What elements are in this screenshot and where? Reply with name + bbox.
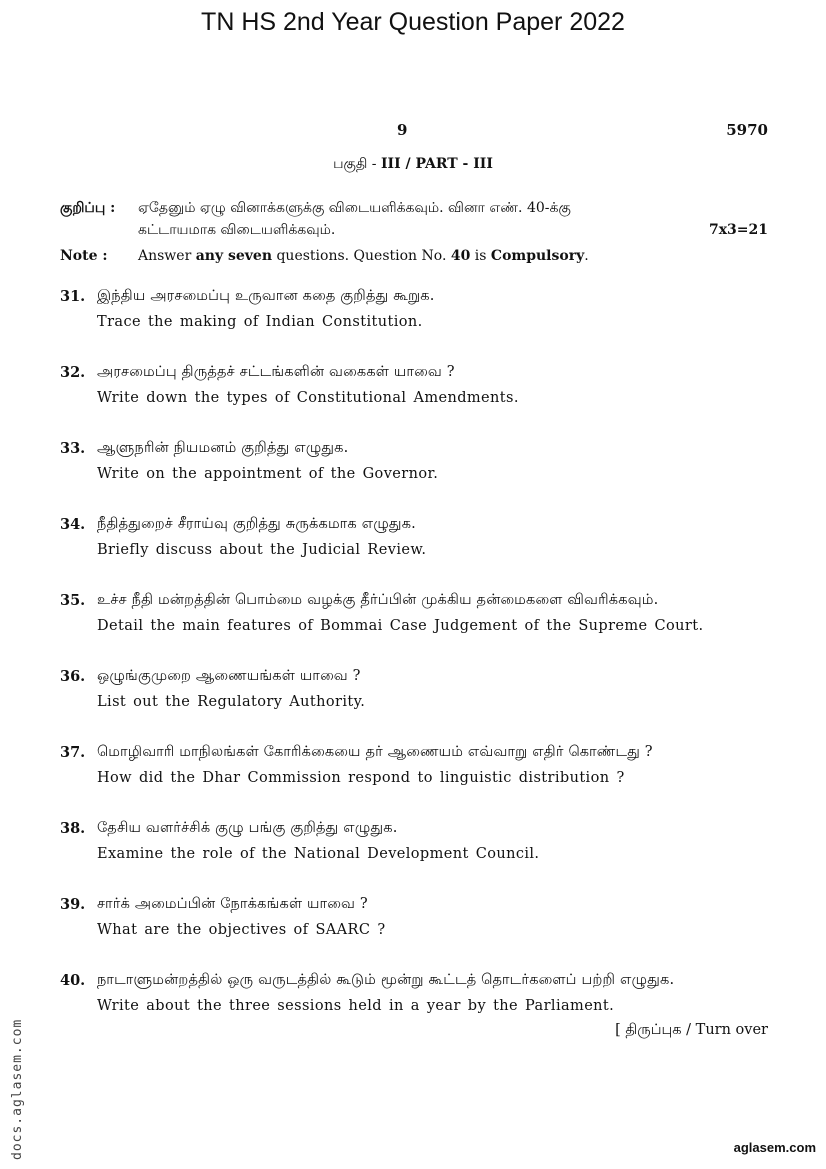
page-number: 9 <box>397 121 408 139</box>
note-tamil-line1: ஏதேனும் ஏழு வினாக்களுக்கு விடையளிக்கவும். வினா எண். 40-க்கு <box>138 200 571 216</box>
question-number: 33. <box>60 440 86 457</box>
question-tamil: மொழிவாரி மாநிலங்கள் கோரிக்கையை தர் ஆணையம் எவ்வாறு எதிர் கொண்டது ? <box>97 744 653 760</box>
part-heading-tamil: பகுதி - <box>333 156 377 172</box>
question-tamil: தேசிய வளர்ச்சிக் குழு பங்கு குறித்து எழுதுக. <box>97 820 398 836</box>
question-english: How did the Dhar Commission respond to linguistic distribution ? <box>97 770 625 786</box>
note-english-label: Note : <box>60 248 108 264</box>
question-english: Write on the appointment of the Governor. <box>97 466 439 482</box>
question-number: 31. <box>60 288 86 305</box>
note-emphasis: Compulsory <box>490 248 585 264</box>
question-english: Trace the making of Indian Constitution. <box>97 314 423 330</box>
page-title: TN HS 2nd Year Question Paper 2022 <box>201 8 625 36</box>
question-tamil: அரசமைப்பு திருத்தச் சட்டங்களின் வகைகள் யாவை ? <box>97 364 455 380</box>
question-english: Write about the three sessions held in a year by the Parliament. <box>97 998 615 1014</box>
site-link[interactable]: aglasem.com <box>733 1140 816 1155</box>
note-text: Answer <box>138 248 192 264</box>
note-english <box>60 248 770 264</box>
note-emphasis: any seven <box>195 248 273 264</box>
question-number: 32. <box>60 364 86 381</box>
paper-code: 5970 <box>726 121 768 139</box>
question-tamil: சார்க் அமைப்பின் நோக்கங்கள் யாவை ? <box>97 896 368 912</box>
question-tamil: ஒழுங்குமுறை ஆணையங்கள் யாவை ? <box>97 668 361 684</box>
question-tamil: நீதித்துறைச் சீராய்வு குறித்து சுருக்கமாக எழுதுக. <box>97 516 416 532</box>
question-english: What are the objectives of SAARC ? <box>97 922 386 938</box>
question-number: 40. <box>60 972 86 989</box>
note-text: is <box>474 248 487 264</box>
question-english: Briefly discuss about the Judicial Review. <box>97 542 427 558</box>
note-tamil <box>60 200 770 218</box>
question-english: Detail the main features of Bommai Case Judgement of the Supreme Court. <box>97 618 704 634</box>
note-text: . <box>584 248 589 264</box>
question-english: Examine the role of the National Development Council. <box>97 846 540 862</box>
note-text: questions. Question No. <box>276 248 447 264</box>
question-number: 39. <box>60 896 86 913</box>
question-number: 34. <box>60 516 86 533</box>
note-tamil-line2: கட்டாயமாக விடையளிக்கவும். <box>138 222 336 238</box>
question-tamil: உச்ச நீதி மன்றத்தின் பொம்மை வழக்கு தீர்ப்பின் முக்கிய தன்மைகளை விவரிக்கவும். <box>97 592 659 608</box>
question-number: 35. <box>60 592 86 609</box>
question-english: List out the Regulatory Authority. <box>97 694 366 710</box>
note-tamil-second <box>138 222 698 240</box>
part-heading <box>0 156 826 174</box>
question-english: Write down the types of Constitutional Amendments. <box>97 390 519 406</box>
question-number: 36. <box>60 668 86 685</box>
question-tamil: ஆளுநரின் நியமனம் குறித்து எழுதுக. <box>97 440 349 456</box>
question-number: 37. <box>60 744 86 761</box>
watermark: docs.aglasem.com <box>10 1018 25 1160</box>
part-heading-english: III / PART - III <box>381 156 493 172</box>
note-emphasis: 40 <box>450 248 471 264</box>
question-tamil: நாடாளுமன்றத்தில் ஒரு வருடத்தில் கூடும் மூன்று கூட்டத் தொடர்களைப் பற்றி எழுதுக. <box>97 972 675 988</box>
question-tamil: இந்திய அரசமைப்பு உருவான கதை குறித்து கூறுக. <box>97 288 435 304</box>
marks-allocation: 7x3=21 <box>708 222 768 238</box>
note-tamil-label: குறிப்பு : <box>60 200 116 216</box>
question-number: 38. <box>60 820 86 837</box>
turn-over-note: [ திருப்புக / Turn over <box>615 1022 768 1038</box>
